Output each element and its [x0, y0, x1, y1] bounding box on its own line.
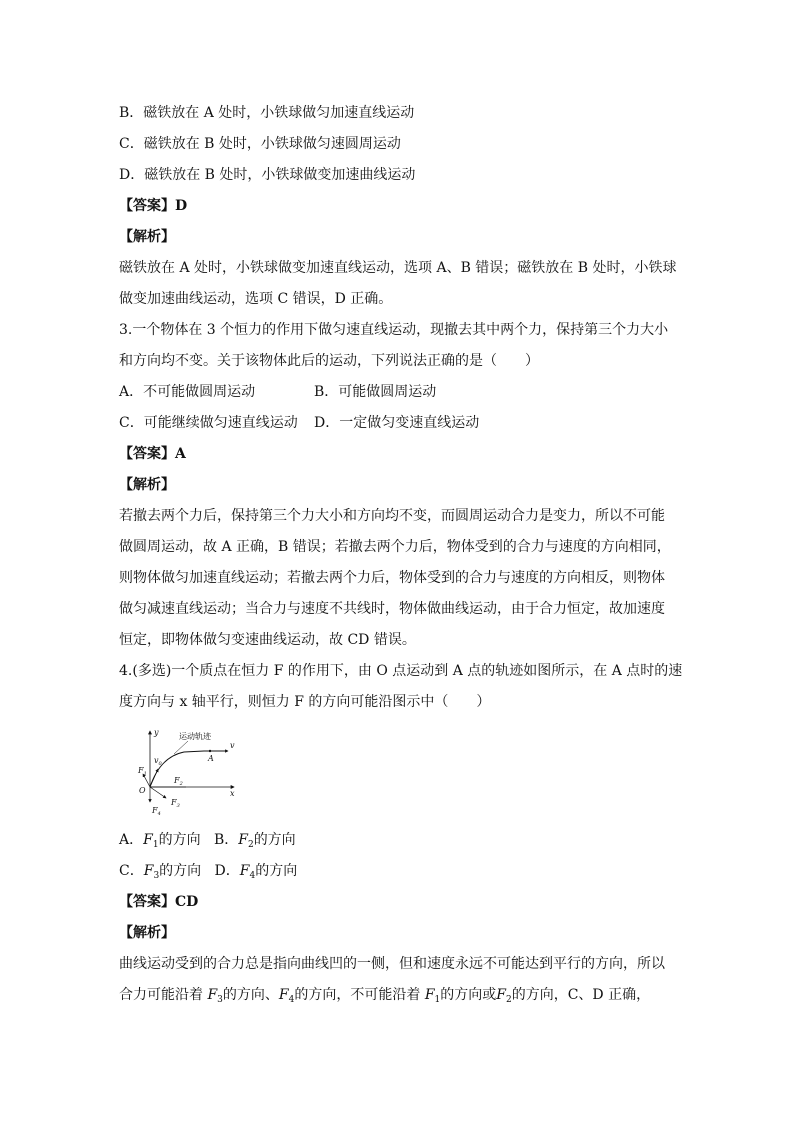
- q2-option-d: D．磁铁放在 B 处时，小铁球做变加速曲线运动: [119, 167, 416, 183]
- q3-options-row-1: [119, 382, 437, 402]
- q3-option-c: C．可能继续做匀速直线运动: [119, 415, 298, 431]
- q3-options-row-2: [119, 413, 480, 433]
- trajectory-curve: [150, 751, 226, 787]
- q2-answer: 【答案】D: [119, 198, 188, 214]
- q3-answer: 【答案】A: [119, 446, 186, 462]
- trajectory-diagram: [138, 727, 254, 817]
- q4-analysis-line-2: 合力可能沿着 $F_3$的方向、$F_4$的方向，不可能沿着 $F_1$的方向或$F_2$的方向，C、D 正确，: [119, 987, 651, 1005]
- f3-arrow: [150, 787, 166, 798]
- q2-analysis-line-2: 做变加速曲线运动，选项 C 错误，D 正确。: [119, 291, 393, 307]
- f2-label: $F_2$: [174, 776, 183, 787]
- q3-analysis-line-1: 若撤去两个力后，保持第三个力大小和方向均不变，而圆周运动合力是变力，所以不可能: [119, 508, 665, 524]
- q3-option-d: D．一定做匀变速直线运动: [314, 415, 480, 431]
- q4-stem-line-1: 4.(多选)一个质点在恒力 F 的作用下，由 O 点运动到 A 点的轨迹如图所示，在 A 点时的速: [119, 663, 683, 679]
- origin-label: O: [139, 786, 146, 795]
- q4-options-row-1: A．$F_1$的方向 B．$F_2$的方向: [119, 832, 296, 850]
- q3-stem-line-1: 3.一个物体在 3 个恒力的作用下做匀速直线运动，现撤去其中两个力，保持第三个力大小: [119, 322, 669, 338]
- q3-analysis-line-2: 做圆周运动，故 A 正确，B 错误；若撤去两个力后，物体受到的合力与速度的方向相同，: [119, 539, 671, 555]
- q3-stem-line-2: 和方向均不变。关于该物体此后的运动，下列说法正确的是（ ）: [119, 353, 539, 369]
- q3-analysis-line-4: 做匀减速直线运动；当合力与速度不共线时，物体做曲线运动，由于合力恒定，故加速度: [119, 601, 665, 617]
- q3-analysis-line-5: 恒定，即物体做匀变速曲线运动，故 CD 错误。: [119, 632, 416, 648]
- point-a-dot: [209, 750, 211, 752]
- q3-analysis-line-3: 则物体做匀加速直线运动；若撤去两个力后，物体受到的合力与速度的方向相反，则物体: [119, 570, 665, 586]
- q2-analysis-line-1: 磁铁放在 A 处时，小铁球做变加速直线运动，选项 A、B 错误；磁铁放在 B 处时，小铁球: [119, 260, 677, 276]
- q4-analysis-label: 【解析】: [119, 925, 175, 941]
- v-label: v: [230, 741, 235, 750]
- v0-arrow: [150, 769, 158, 787]
- y-axis-label: y: [154, 728, 159, 737]
- q4-analysis-line-1: 曲线运动受到的合力总是指向曲线凹的一侧，但和速度永远不可能达到平行的方向，所以: [119, 956, 665, 972]
- q2-option-b: B．磁铁放在 A 处时，小铁球做匀加速直线运动: [119, 105, 415, 121]
- q2-option-c: C．磁铁放在 B 处时，小铁球做匀速圆周运动: [119, 136, 401, 152]
- v0-label: $v_0$: [154, 756, 162, 767]
- q3-option-a: A．不可能做圆周运动: [119, 384, 256, 400]
- trajectory-label: 运动轨迹: [179, 732, 211, 741]
- f4-label: $F_4$: [152, 806, 161, 817]
- f3-label: $F_3$: [171, 798, 180, 809]
- q3-option-b: B．可能做圆周运动: [314, 384, 437, 400]
- point-a-label: A: [208, 754, 214, 763]
- f1-label: $F_1$: [138, 766, 147, 777]
- q3-analysis-label: 【解析】: [119, 477, 175, 493]
- q4-stem-line-2: 度方向与 x 轴平行，则恒力 F 的方向可能沿图示中（ ）: [119, 694, 491, 710]
- q2-analysis-label: 【解析】: [119, 229, 175, 245]
- x-axis-label: x: [230, 789, 235, 798]
- q4-options-row-2: C．$F_3$的方向 D．$F_4$的方向: [119, 863, 298, 881]
- q4-answer: 【答案】CD: [119, 894, 199, 910]
